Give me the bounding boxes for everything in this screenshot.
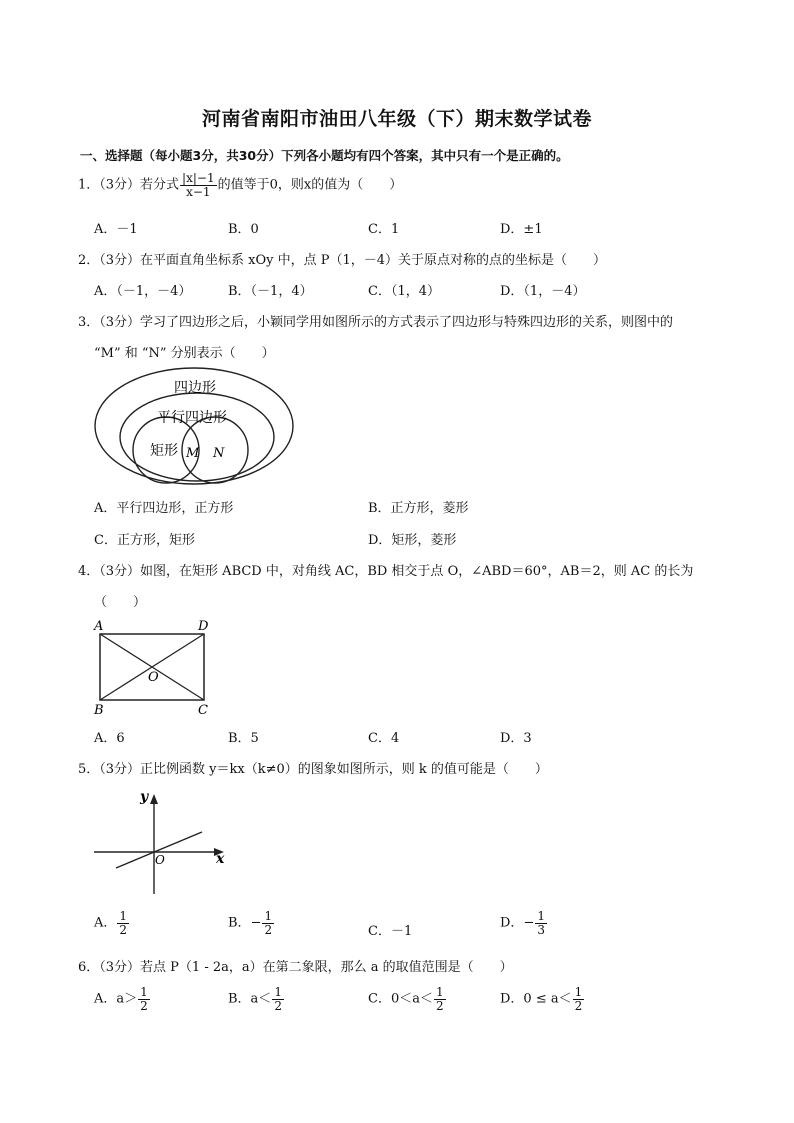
q6-option-c-num: 1 [435, 985, 444, 999]
q1-prefix: 1．（3分）若分式 [78, 177, 180, 193]
q6-option-c [368, 986, 447, 1012]
q5-option-d-num: 1 [537, 909, 545, 923]
origin-label: O [155, 853, 165, 867]
q2-option-c: C．（1，4） [368, 284, 440, 299]
q6-option-b-num: 1 [274, 985, 282, 999]
vertex-c-label: C [198, 703, 208, 718]
vertex-d-label: D [198, 619, 209, 634]
x-axis-label: x [216, 851, 225, 867]
q6-option-c-den: 2 [435, 998, 444, 1013]
q6-option-d-label: D．0 ≤ a＜ [500, 991, 572, 1007]
question-1 [78, 172, 402, 198]
q5-option-a-den: 2 [119, 922, 128, 937]
q6-option-b-den: 2 [274, 998, 282, 1013]
q1-frac-denominator: x−1 [186, 184, 211, 199]
vertex-a-label: A [94, 619, 104, 634]
question-5: 5．（3分）正比例函数 y＝kx（k≠0）的图象如图所示，则 k 的值可能是（ ） [78, 762, 548, 777]
proportional-function-graph [90, 786, 240, 898]
question-6: 6．（3分）若点 P（1 - 2a，a）在第二象限，那么 a 的取值范围是（ ） [78, 960, 513, 975]
q3-option-d: D．矩形，菱形 [368, 533, 457, 548]
question-4-line1: 4．（3分）如图，在矩形 ABCD 中，对角线 AC，BD 相交于点 O，∠ABD＝60°，AB＝2，则 AC 的长为 [78, 564, 694, 579]
q5-option-d-label: D． [500, 915, 524, 931]
q6-option-b [228, 986, 285, 1012]
q1-fraction [180, 172, 217, 198]
page-title: 河南省南阳市油田八年级（下）期末数学试卷 [201, 108, 592, 130]
q1-option-d: D．±1 [500, 222, 543, 237]
center-o-label: O [148, 670, 159, 685]
q1-frac-numerator: |x|−1 [182, 171, 215, 185]
q6-option-a-den: 2 [140, 998, 148, 1013]
q4-option-b: B．5 [228, 731, 259, 746]
venn-label-left: 矩形 [150, 443, 178, 459]
y-axis-label: y [140, 789, 149, 805]
q1-option-a: A．－1 [94, 222, 138, 237]
venn-label-n: N [213, 446, 225, 461]
q5-option-a-num: 1 [119, 909, 128, 923]
q1-option-b: B．0 [228, 222, 259, 237]
q6-option-c-label: C．0＜a＜ [368, 991, 433, 1007]
q1-suffix: 的值等于0，则x的值为（ ） [217, 177, 403, 193]
question-3-line1: 3．（3分）学习了四边形之后，小颖同学用如图所示的方式表示了四边形与特殊四边形的关系，则图中的 [78, 315, 674, 330]
q5-option-d [500, 910, 548, 936]
q6-option-a-num: 1 [140, 985, 148, 999]
q1-option-c: C．1 [368, 222, 400, 237]
q3-option-a: A．平行四边形，正方形 [94, 501, 234, 516]
q5-option-b [228, 910, 275, 936]
q2-option-d: D．（1，－4） [500, 284, 586, 299]
q5-option-b-num: 1 [264, 909, 273, 923]
question-2: 2．（3分）在平面直角坐标系 xOy 中，点 P（1，－4）关于原点对称的点的坐标是（ ） [78, 253, 607, 268]
q6-option-b-label: B．a＜ [228, 991, 272, 1007]
q5-option-d-sign: − [523, 915, 535, 931]
q5-option-a [94, 910, 130, 936]
q5-option-d-den: 3 [537, 922, 545, 937]
q2-option-b: B．（－1，4） [228, 284, 313, 299]
venn-label-outer: 四边形 [174, 380, 216, 396]
q5-option-b-sign: − [250, 915, 262, 931]
q6-option-a [94, 986, 151, 1012]
q6-option-d [500, 986, 585, 1012]
question-3-line2: “M” 和 “N” 分别表示（ ） [94, 346, 275, 361]
question-4-line2: （ ） [94, 595, 147, 610]
q4-option-c: C．4 [368, 731, 400, 746]
q5-option-b-den: 2 [264, 922, 273, 937]
q6-option-a-label: A．a＞ [94, 991, 138, 1007]
q6-option-d-num: 1 [574, 985, 583, 999]
q5-option-c: C．－1 [368, 924, 413, 939]
q6-option-d-den: 2 [574, 998, 583, 1013]
q3-option-b: B．正方形，菱形 [368, 501, 469, 516]
venn-label-m: M [186, 446, 200, 461]
q3-option-c: C．正方形，矩形 [94, 533, 195, 548]
section-heading: 一、选择题（每小题3分，共30分）下列各小题均有四个答案，其中只有一个是正确的。 [80, 148, 569, 163]
y-axis-arrow-icon [150, 794, 158, 804]
quadrilateral-venn-diagram [92, 364, 298, 488]
rectangle-abcd-diagram [90, 614, 220, 718]
q4-option-a: A．6 [94, 731, 125, 746]
q5-option-a-label: A． [94, 915, 117, 931]
q4-option-d: D．3 [500, 731, 532, 746]
venn-label-middle: 平行四边形 [157, 410, 227, 426]
q2-option-a: A．（－1，－4） [94, 284, 192, 299]
vertex-b-label: B [94, 703, 104, 718]
q5-option-b-label: B． [228, 915, 251, 931]
